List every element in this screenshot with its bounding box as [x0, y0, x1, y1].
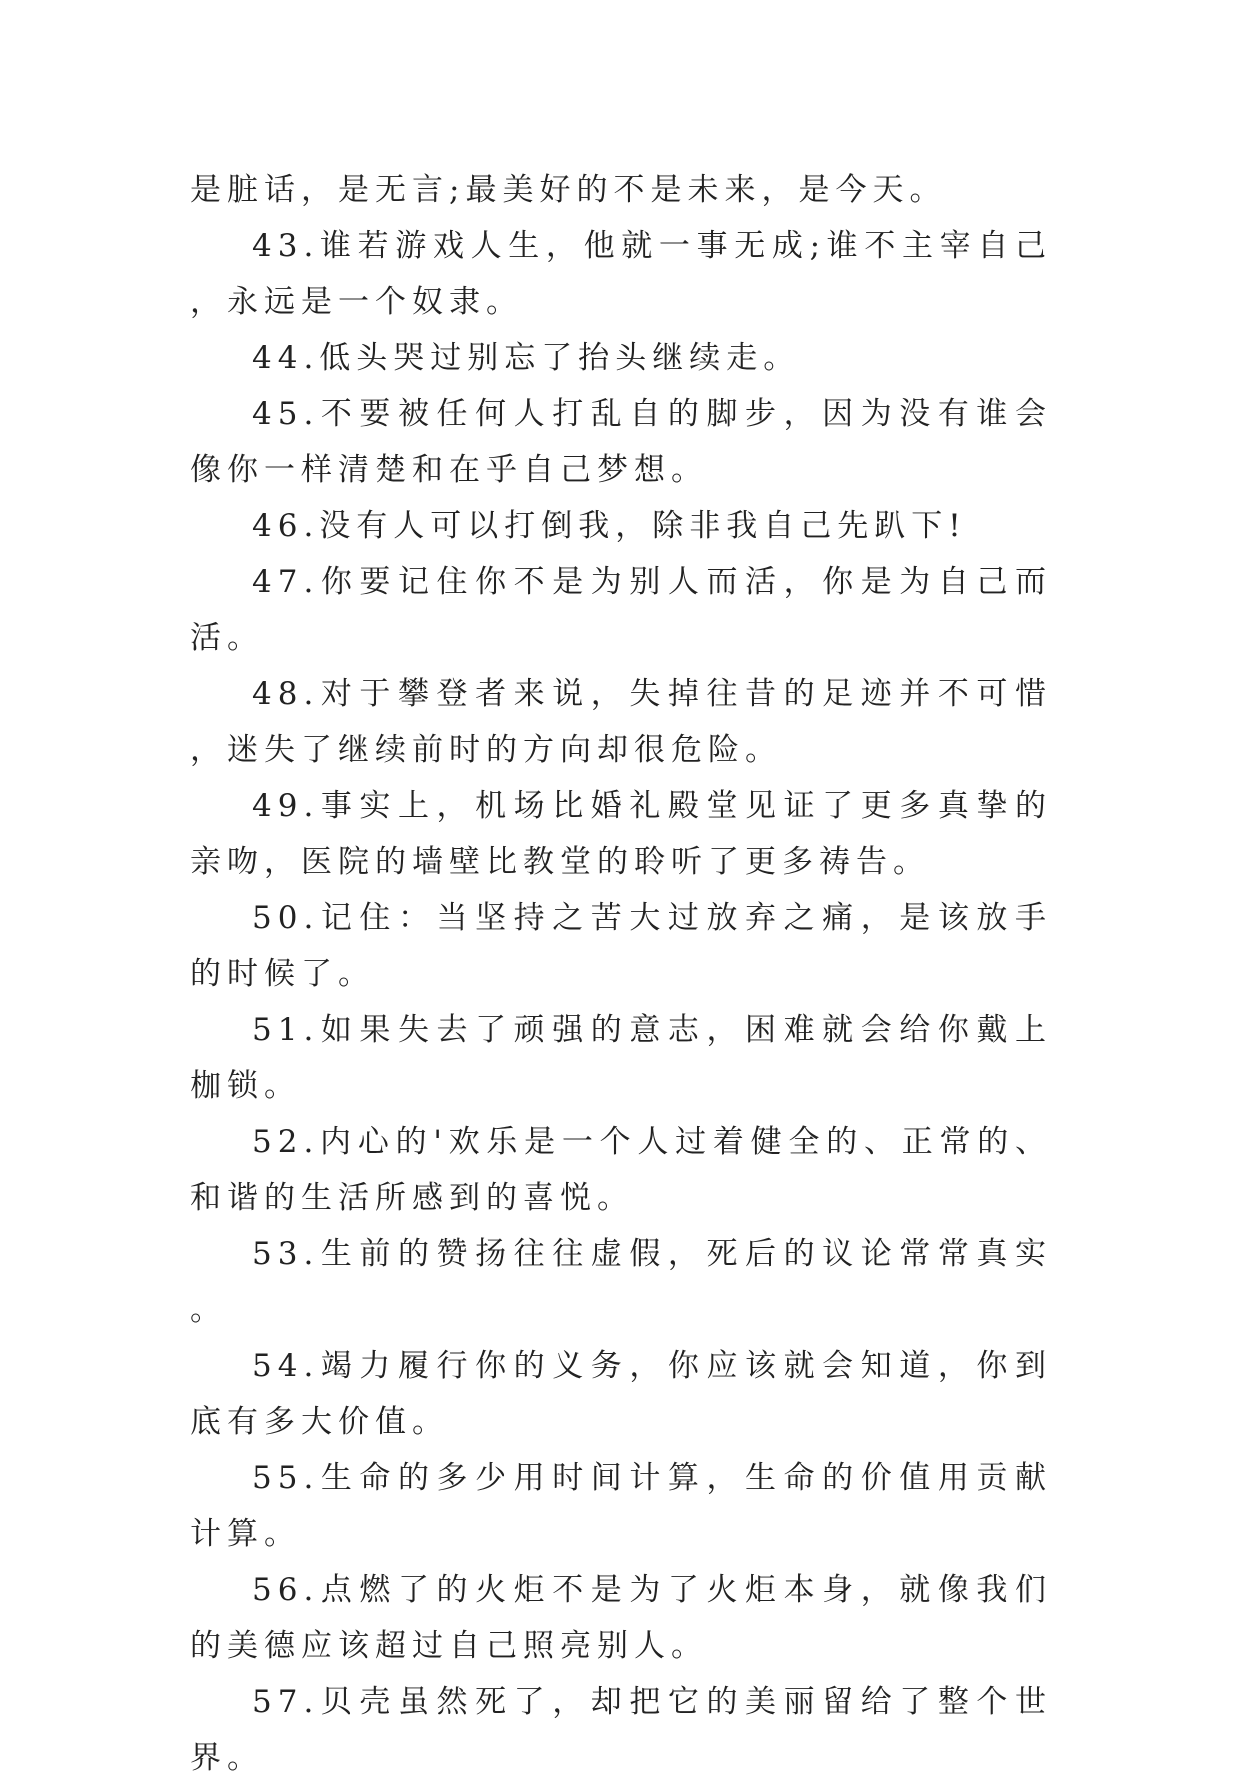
document-body: [190, 162, 1052, 1786]
quote-54: 54.竭力履行你的义务，你应该就会知道，你到底有多大价值。: [190, 1348, 1052, 1440]
quote-56: 56.点燃了的火炬不是为了火炬本身，就像我们的美德应该超过自己照亮别人。: [190, 1572, 1052, 1664]
quote-50: 50.记住：当坚持之苦大过放弃之痛，是该放手的时候了。: [190, 900, 1052, 992]
quote-47: 47.你要记住你不是为别人而活，你是为自己而活。: [190, 564, 1052, 656]
quote-49: 49.事实上，机场比婚礼殿堂见证了更多真挚的亲吻，医院的墙壁比教堂的聆听了更多祷告。: [190, 788, 1052, 880]
quote-44: 44.低头哭过别忘了抬头继续走。: [252, 340, 801, 376]
paragraph-continuation: 是脏话，是无言;最美好的不是未来，是今天。: [190, 172, 947, 208]
quote-45: 45.不要被任何人打乱自的脚步，因为没有谁会像你一样清楚和在乎自己梦想。: [190, 396, 1052, 488]
quote-51: 51.如果失去了顽强的意志，困难就会给你戴上枷锁。: [190, 1012, 1052, 1104]
quote-48: 48.对于攀登者来说，失掉往昔的足迹并不可惜，迷失了继续前时的方向却很危险。: [190, 676, 1052, 768]
quote-53: 53.生前的赞扬往往虚假，死后的议论常常真实。: [190, 1236, 1052, 1328]
quote-57: 57.贝壳虽然死了，却把它的美丽留给了整个世界。: [190, 1684, 1052, 1776]
quote-46: 46.没有人可以打倒我，除非我自己先趴下!: [252, 508, 967, 544]
quote-55: 55.生命的多少用时间计算，生命的价值用贡献计算。: [190, 1460, 1052, 1552]
quote-43: 43.谁若游戏人生，他就一事无成;谁不主宰自己，永远是一个奴隶。: [190, 228, 1052, 320]
quote-52: 52.内心的'欢乐是一个人过着健全的、正常的、和谐的生活所感到的喜悦。: [190, 1124, 1052, 1216]
